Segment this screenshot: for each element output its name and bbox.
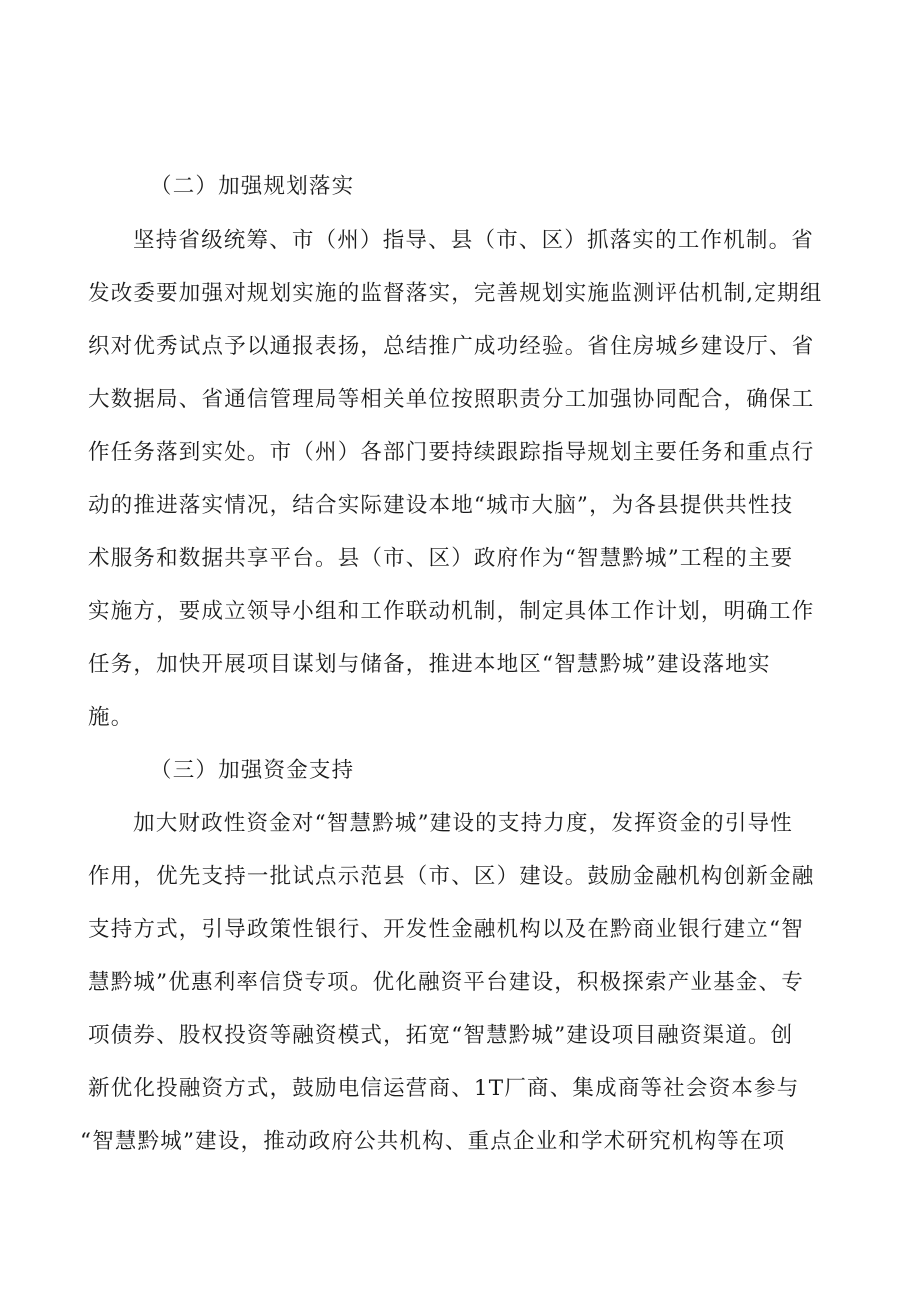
paragraph-line: 动的推进落实情况，结合实际建设本地“城市大脑”，为各县提供共性技 xyxy=(88,493,794,518)
paragraph-line: 项债券、股权投资等融资模式，拓宽“智慧黔城”建设项目融资渠道。创 xyxy=(88,1023,794,1048)
section-heading: （三）加强资金支持 xyxy=(150,758,355,783)
paragraph-line: 施。 xyxy=(88,705,134,730)
section-heading: （二）加强规划落实 xyxy=(150,174,355,199)
paragraph-line: 坚持省级统筹、市（州）指导、县（市、区）抓落实的工作机制。省 xyxy=(133,228,815,253)
paragraph-line: 慧黔城”优惠利率信贷专项。优化融资平台建设，积极探索产业基金、专 xyxy=(88,970,804,995)
paragraph-line: 实施方，要成立领导小组和工作联动机制，制定具体工作计划，明确工作 xyxy=(88,599,815,624)
paragraph-line: 大数据局、省通信管理局等相关单位按照职责分工加强协同配合，确保工 xyxy=(88,387,815,412)
paragraph-line: 发改委要加强对规划实施的监督落实，完善规划实施监测评估机制,定期组 xyxy=(88,281,823,306)
paragraph-line: 任务，加快开展项目谋划与储备，推进本地区“智慧黔城”建设落地实 xyxy=(88,652,771,677)
paragraph-line: 支持方式，引导政策性银行、开发性金融机构以及在黔商业银行建立“智 xyxy=(88,917,804,942)
paragraph-line: 作任务落到实处。市（州）各部门要持续跟踪指导规划主要任务和重点行 xyxy=(88,440,815,465)
paragraph-line: 加大财政性资金对“智慧黔城”建设的支持力度，发挥资金的引导性 xyxy=(133,811,793,836)
paragraph-line: 新优化投融资方式，鼓励电信运营商、1T厂商、集成商等社会资本参与 xyxy=(88,1076,800,1101)
paragraph-line: 织对优秀试点予以通报表扬，总结推广成功经验。省住房城乡建设厅、省 xyxy=(88,334,815,359)
paragraph-line: 术服务和数据共享平台。县（市、区）政府作为“智慧黔城”工程的主要 xyxy=(88,546,794,571)
paragraph-line: “智慧黔城”建设，推动政府公共机构、重点企业和学术研究机构等在项 xyxy=(80,1129,786,1154)
paragraph-line: 作用，优先支持一批试点示范县（市、区）建设。鼓励金融机构创新金融 xyxy=(88,864,815,889)
